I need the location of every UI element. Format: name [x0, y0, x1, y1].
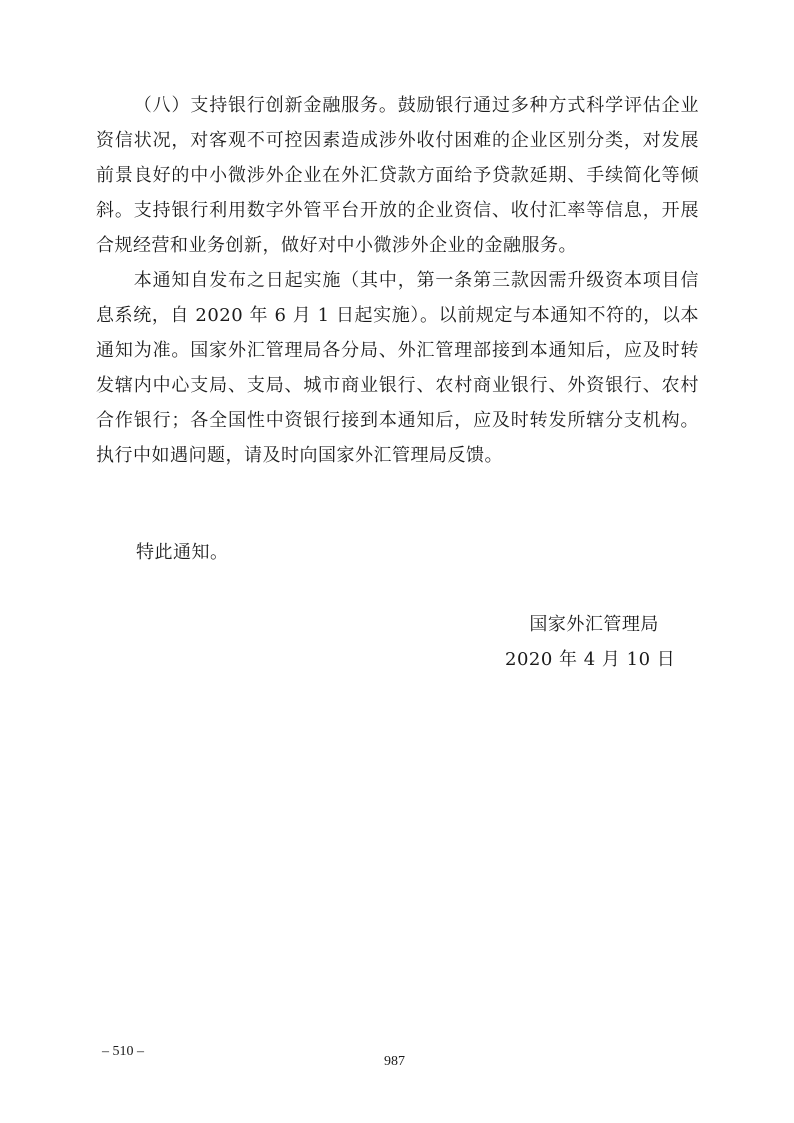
original-page-number: – 510 – — [102, 1044, 144, 1059]
signature-organization: 国家外汇管理局 — [529, 614, 659, 635]
page-number: 987 — [384, 1054, 405, 1069]
document-body — [96, 88, 699, 473]
paragraph-item-8: （八）支持银行创新金融服务。鼓励银行通过多种方式科学评估企业资信状况，对客观不可控因素造成涉外收付困难的企业区别分类，对发展前景良好的中小微涉外企业在外汇贷款方面给予贷款延期、手续简化等倾斜。支持银行利用数字外管平台开放的企业资信、收付汇率等信息，开展合规经营和业务创新，做好对中小微涉外企业的金融服务。 — [96, 95, 699, 256]
paragraph-implementation: 本通知自发布之日起实施（其中，第一条第三款因需升级资本项目信息系统，自 2020 年 6 月 1 日起实施）。以前规定与本通知不符的，以本通知为准。国家外汇管理局各分局、外汇管理部接到本通知后，应及时转发辖内中心支局、支局、城市商业银行、农村商业银行、外资银行、农村合作银行；各全国性中资银行接到本通知后，应及时转发所辖分支机构。执行中如遇问题，请及时向国家外汇管理局反馈。 — [96, 270, 699, 466]
signature-block — [505, 607, 675, 677]
closing-remark: 特此通知。 — [136, 542, 229, 563]
signature-date: 2020 年 4 月 10 日 — [505, 649, 676, 670]
